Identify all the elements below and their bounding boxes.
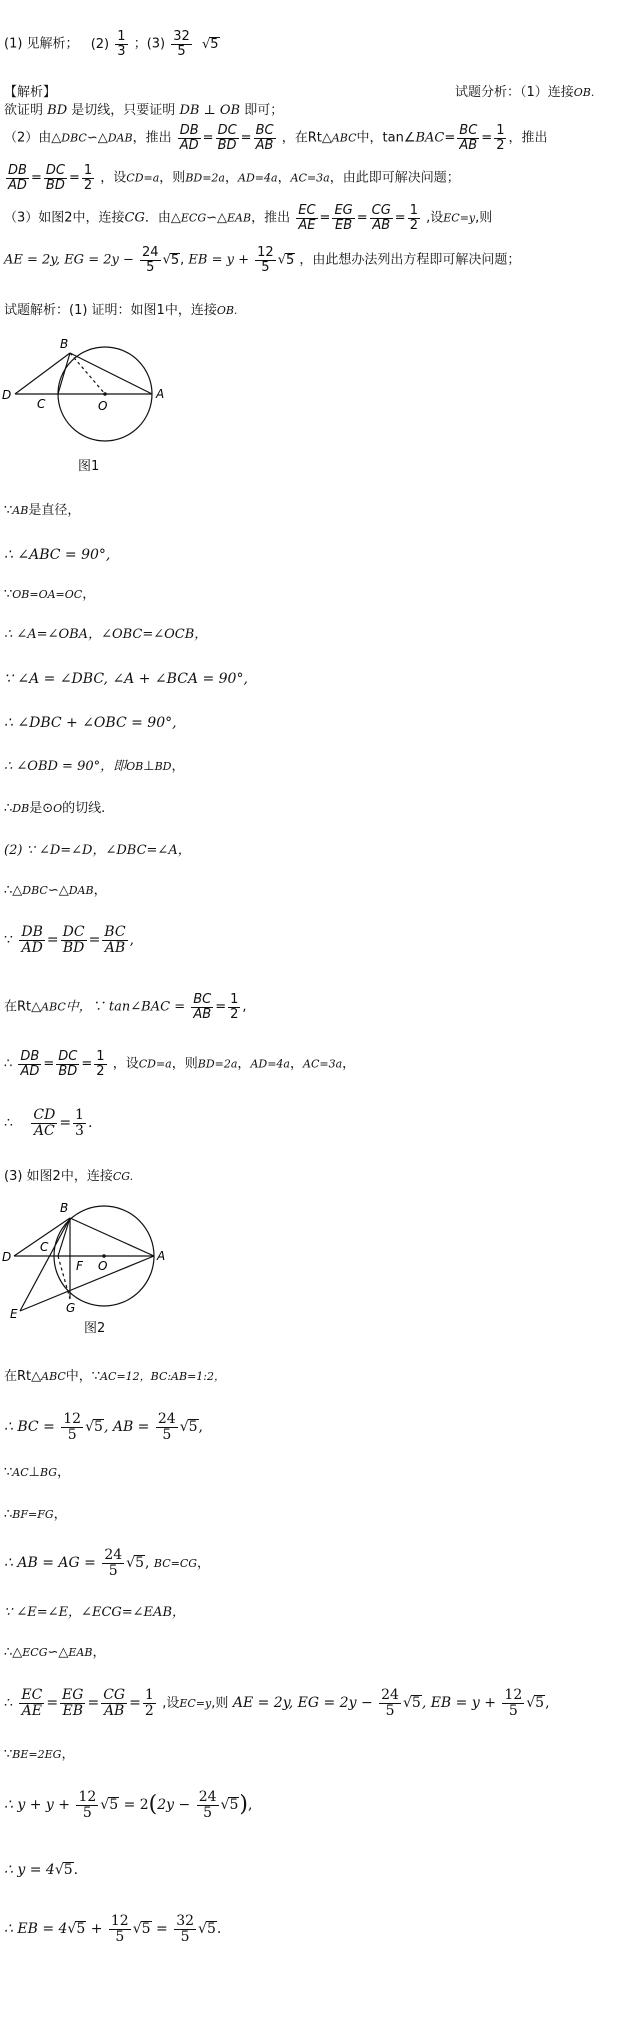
analysis-header: 【解析】 xyxy=(4,85,57,100)
fig1-center-dot xyxy=(103,392,107,396)
answer-part3-label: ；(3) xyxy=(133,36,166,52)
step-3: ∵OB=OA=OC， xyxy=(4,587,96,602)
answer-fraction-one-third: $\frac{1}{3}$ xyxy=(117,29,126,59)
fig1-line-BC xyxy=(58,353,70,394)
fig2-label-G: G xyxy=(66,1301,76,1315)
fig1-label-D: D xyxy=(2,388,12,402)
step-20: ∴ AB = AG = $\frac{24}{5}$ √5, BC=CG， xyxy=(4,1547,211,1579)
fig2-label-B: B xyxy=(60,1201,69,1215)
step-1: ∵AB是直径， xyxy=(4,503,81,518)
fig1-label-C: C xyxy=(37,397,46,411)
step-24: ∵BE=2EG， xyxy=(4,1747,75,1762)
fig2-label-F: F xyxy=(76,1259,83,1273)
step-4: ∴ ∠A=∠OBA，∠OBC=∠OCB， xyxy=(4,627,208,642)
fig1-label-B: B xyxy=(60,337,69,351)
analysis-line1: 欲证明 BD 是切线，只要证明 DB ⊥ OB 即可； xyxy=(4,103,284,118)
fig1-line-DB xyxy=(15,353,70,394)
fig2-label-O: O xyxy=(98,1259,108,1273)
fig1-line-BA xyxy=(70,353,152,394)
fig2-label-E: E xyxy=(10,1307,18,1321)
step-25: ∴ y + y + $\frac{12}{5}$ √5 = 2(2y − $\frac{24}{5}$ √5), xyxy=(4,1789,253,1821)
step-14: ∴ $\frac{CD}{AC}$ = $\frac{1}{3}$ . xyxy=(4,1107,93,1139)
analysis-line5: AE = 2y, EG = 2y − $\frac{24}{5}$ √5, EB = y + $\frac{12}{5}$ √5 ，由此想办法列出方程即可解决问题； xyxy=(4,245,521,275)
analysis-line2: （2）由△DBC∽△DAB，推出 $\frac{DB}{AD}$ = $\frac{DC}{BD}$ = $\frac{BC}{AB}$ ，在Rt△ABC中，tan∠BAC= $\frac{BC}{AB}$ = $\frac{1}{2}$ ，推出 xyxy=(4,123,548,153)
fig2-label-A: A xyxy=(157,1249,166,1263)
answer-sqrt5: √5 xyxy=(201,36,219,52)
analysis-right-header: 试题分析：（1）连接OB. xyxy=(455,85,595,100)
answer-part1: (1) 见解析； xyxy=(4,36,79,52)
answer-part2-label: (2) xyxy=(90,36,110,52)
step-23: ∴ $\frac{EC}{AE}$ = $\frac{EG}{EB}$ = $\frac{CG}{AB}$ = $\frac{1}{2}$ ,设EC=y,则 AE = 2y, EG = 2y − $\frac{24}{5}$ √5, EB = y + $\frac{12}{5}$ √5, xyxy=(4,1687,550,1719)
step-7: ∴ ∠OBD = 90°，即OB⊥BD， xyxy=(4,759,185,774)
analysis-line3: $\frac{DB}{AD}$ = $\frac{DC}{BD}$ = $\frac{1}{2}$ ，设CD=a，则BD=2a，AD=4a，AC=3a，由此即可解决问题； xyxy=(8,163,460,193)
step-15: (3) 如图2中，连接CG. xyxy=(4,1169,134,1184)
step-18: ∵AC⊥BG， xyxy=(4,1465,71,1480)
figure-2-diagram xyxy=(0,1196,180,1321)
step-2: ∴ ∠ABC = 90°, xyxy=(4,547,111,563)
step-22: ∴△ECG∽△EAB， xyxy=(4,1645,106,1660)
analysis-line4: （3）如图2中，连接CG．由△ECG∽△EAB，推出 $\frac{EC}{AE}$ = $\frac{EG}{EB}$ = $\frac{CG}{AB}$ = $\frac{1}{2}$ ,设EC=y,则 xyxy=(4,203,493,233)
step-16: 在Rt△ABC中，∵AC=12，BC:AB=1:2， xyxy=(4,1369,226,1384)
step-10: ∴△DBC∽△DAB， xyxy=(4,883,107,898)
step-8: ∴DB是⊙O的切线. xyxy=(4,801,106,816)
fig2-label-C: C xyxy=(40,1240,49,1254)
fig1-label-A: A xyxy=(156,387,165,401)
answer-fraction-32-5: $\frac{32}{5}$ xyxy=(173,29,190,59)
step-11: ∵ $\frac{DB}{AD}$ = $\frac{DC}{BD}$ = $\frac{BC}{AB}$ , xyxy=(4,924,135,956)
step-26: ∴ y = 4√5. xyxy=(4,1862,79,1878)
fig2-line-EB xyxy=(20,1218,70,1311)
step-9: (2) ∵ ∠D=∠D，∠DBC=∠A， xyxy=(4,843,191,858)
solution-intro: 试题解析：(1) 证明：如图1中，连接OB. xyxy=(4,303,238,318)
step-5: ∵ ∠A = ∠DBC, ∠A + ∠BCA = 90°, xyxy=(4,671,248,687)
step-12: 在Rt△ABC中，∵ tan∠BAC = $\frac{BC}{AB}$ = $\frac{1}{2}$ , xyxy=(4,992,247,1022)
step-6: ∴ ∠DBC + ∠OBC = 90°, xyxy=(4,715,177,731)
fig1-line-BO xyxy=(70,353,105,394)
step-27: ∴ EB = 4√5 + $\frac{12}{5}$ √5 = $\frac{32}{5}$ √5. xyxy=(4,1913,222,1945)
fig2-label-D: D xyxy=(2,1250,12,1264)
figure-1-diagram xyxy=(0,330,200,455)
fig2-center-dot xyxy=(102,1254,106,1258)
step-17: ∴ BC = $\frac{12}{5}$ √5, AB = $\frac{24}{5}$ √5, xyxy=(4,1411,203,1443)
figure-2-caption: 图2 xyxy=(84,1321,106,1336)
fig1-label-O: O xyxy=(98,399,108,413)
answer-line xyxy=(4,30,220,58)
figure-1-caption: 图1 xyxy=(78,459,100,474)
step-13: ∴ $\frac{DB}{AD}$ = $\frac{DC}{BD}$ = $\frac{1}{2}$ ，设CD=a，则BD=2a，AD=4a，AC=3a， xyxy=(4,1049,356,1079)
step-21: ∵ ∠E=∠E，∠ECG=∠EAB， xyxy=(4,1605,185,1620)
step-19: ∴BF=FG， xyxy=(4,1507,67,1522)
